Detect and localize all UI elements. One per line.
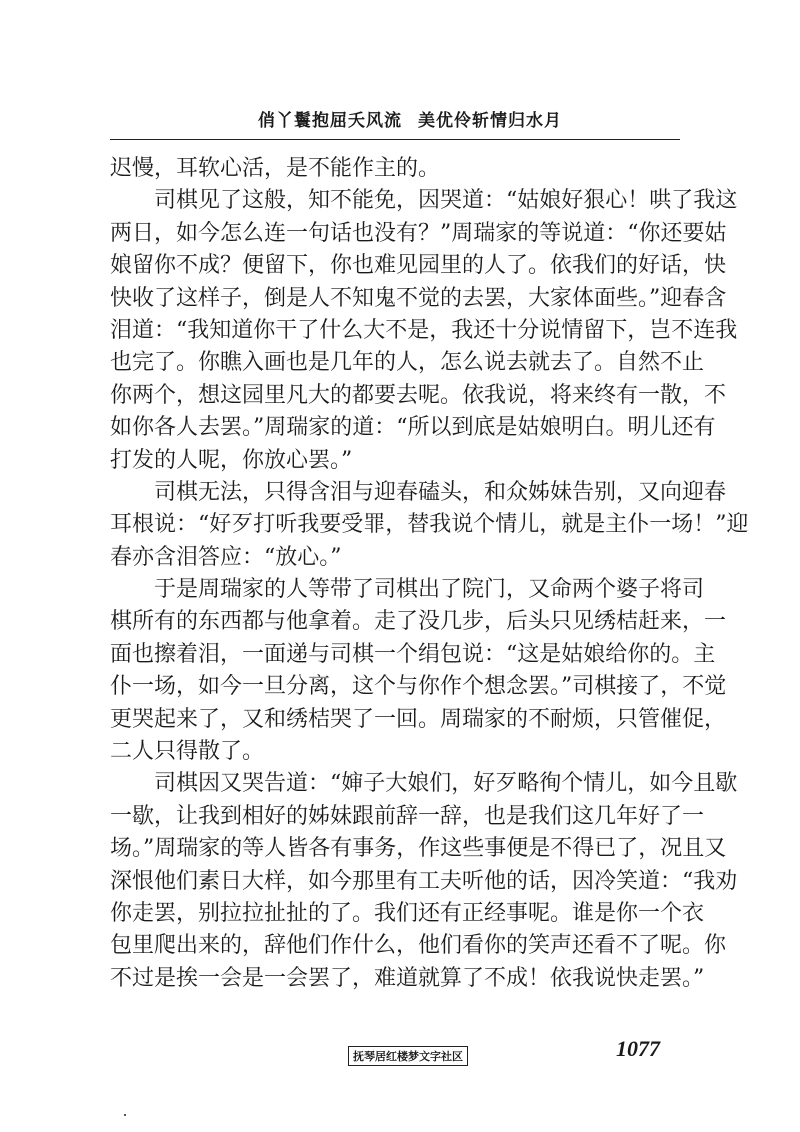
text-line: 包里爬出来的，辞他们作什么，他们看你的笑声还看不了呢。你 [110, 933, 727, 959]
text-line: 你两个，想这园里凡大的都要去呢。依我说，将来终有一散，不 [110, 382, 727, 408]
text-line: 于是周瑞家的人等带了司棋出了院门，又命两个婆子将司 [154, 577, 705, 603]
text-line: 两日，如今怎么连一句话也没有？”周瑞家的等说道：“你还要姑 [110, 220, 727, 246]
publisher-stamp: 抚琴居红楼梦文字社区 [348, 1046, 468, 1066]
text-line: 打发的人呢，你放心罢。” [110, 447, 353, 473]
text-line: 司棋见了这般，知不能免，因哭道：“姑娘好狠心！哄了我这 [154, 188, 738, 214]
text-line: 司棋无法，只得含泪与迎春磕头，和众姊妹告别，又向迎春 [154, 479, 727, 505]
text-line: 春亦含泪答应：“放心。” [110, 544, 342, 570]
text-line: 深恨他们素日大样，如今那里有工夫听他的话，因冷笑道：“我劝 [110, 868, 738, 894]
text-line: 二人只得散了。 [110, 739, 265, 765]
scan-speck [124, 1114, 126, 1116]
text-line: 迟慢，耳软心活，是不能作主的。 [110, 156, 441, 181]
text-line: 一歇，让我到相好的姊妹跟前辞一辞，也是我们这几年好了一 [110, 803, 705, 829]
text-line: 也完了。你瞧入画也是几年的人，怎么说去就去了。自然不止 [110, 350, 705, 376]
text-line: 耳根说：“好歹打听我要受罪，替我说个情儿，就是主仆一场！”迎 [110, 512, 749, 538]
header-rule [110, 139, 680, 140]
running-header [258, 106, 678, 131]
text-line: 快收了这样子，倒是人不知鬼不觉的去罢，大家体面些。”迎春含 [110, 285, 727, 311]
text-line: 棋所有的东西都与他拿着。走了没几步，后头只见绣桔赶来，一 [110, 609, 727, 635]
chapter-title-right: 美优伶斩情归水月 [418, 111, 562, 131]
text-line: 娘留你不成？便留下，你也难见园里的人了。依我们的好话，快 [110, 253, 727, 279]
text-line: 泪道：“我知道你干了什么大不是，我还十分说情留下，岂不连我 [110, 317, 738, 343]
text-line: 不过是挨一会是一会罢了，难道就算了不成！依我说快走罢。” [110, 965, 705, 991]
text-line: 更哭起来了，又和绣桔哭了一回。周瑞家的不耐烦，只管催促， [110, 706, 727, 732]
text-line: 仆一场，如今一旦分离，这个与你作个想念罢。”司棋接了，不觉 [110, 674, 727, 700]
page-number: 1077 [616, 1036, 660, 1061]
chapter-title-left: 俏丫鬟抱屈夭风流 [258, 111, 402, 131]
text-line: 你走罢，别拉拉扯扯的了。我们还有正经事呢。谁是你一个衣 [110, 900, 705, 926]
body-text [110, 153, 749, 995]
text-line: 面也擦着泪，一面递与司棋一个绢包说：“这是姑娘给你的。主 [110, 641, 716, 667]
text-line: 司棋因又哭告道：“婶子大娘们，好歹略徇个情儿，如今且歇 [154, 771, 738, 797]
text-line: 场。”周瑞家的等人皆各有事务，作这些事便是不得已了，况且又 [110, 836, 727, 862]
text-line: 如你各人去罢。”周瑞家的道：“所以到底是姑娘明白。明儿还有 [110, 415, 716, 441]
